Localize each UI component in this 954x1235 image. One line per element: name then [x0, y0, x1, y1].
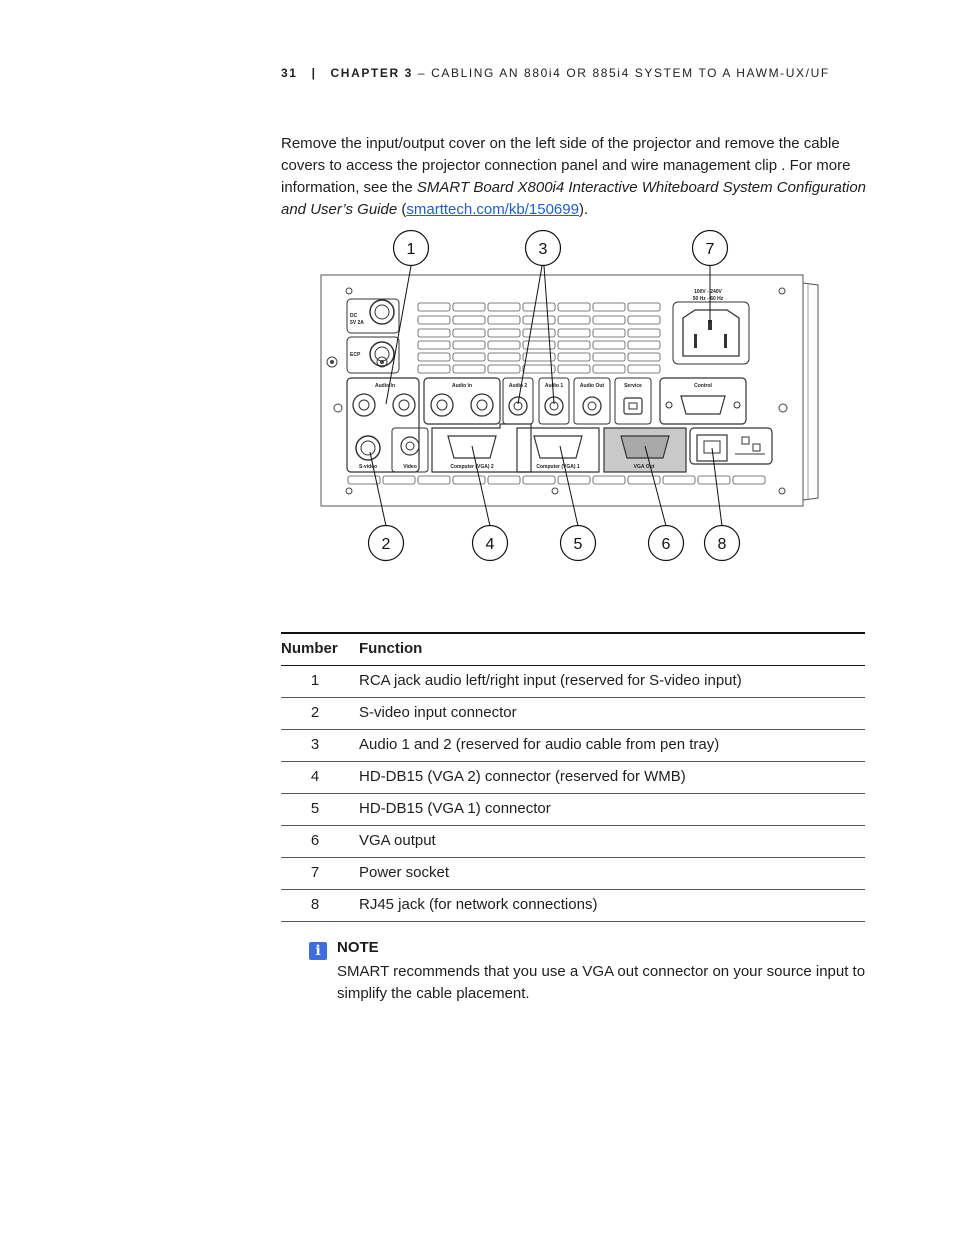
- ecp-label: ECP: [350, 352, 361, 358]
- row-function: VGA output: [359, 826, 865, 858]
- callout-2-number: 2: [381, 536, 391, 553]
- row-function: HD-DB15 (VGA 2) connector (reserved for WMB): [359, 762, 865, 794]
- control-label: Control: [694, 383, 712, 389]
- dc-label: DC: [350, 313, 358, 319]
- row-number: 6: [281, 826, 359, 858]
- table-row: [281, 762, 865, 794]
- page-number: 31: [281, 66, 298, 80]
- callout-8: [705, 526, 740, 561]
- callout-3: [526, 231, 561, 266]
- callout-8-number: 8: [717, 536, 727, 553]
- note-title: NOTE: [337, 939, 379, 956]
- table-row: [281, 858, 865, 890]
- info-icon: i: [309, 942, 327, 960]
- audio-in-label-1: Audio In: [375, 383, 395, 389]
- audio-1-label: Audio 1: [544, 383, 564, 389]
- row-function: RCA jack audio left/right input (reserved for S-video input): [359, 666, 865, 698]
- row-function: RJ45 jack (for network connections): [359, 890, 865, 922]
- callout-6: [649, 526, 684, 561]
- vga-out-label: VGA Out: [633, 464, 655, 470]
- note-body: SMART recommends that you use a VGA out connector on your source input to simplify the cable placement.: [337, 963, 866, 1002]
- callout-2: [369, 526, 404, 561]
- table-row: [281, 730, 865, 762]
- audio-2-label: Audio 2: [508, 383, 528, 389]
- table-row: [281, 698, 865, 730]
- paren-close: ).: [578, 201, 589, 218]
- callout-5: [561, 526, 596, 561]
- function-table: [281, 632, 865, 922]
- audio-out-label: Audio Out: [579, 383, 605, 389]
- row-function: S-video input connector: [359, 698, 865, 730]
- service-label: Service: [624, 383, 642, 389]
- callout-4-number: 4: [485, 536, 495, 553]
- video-label: Video: [403, 464, 417, 470]
- audio-in-label-2: Audio In: [452, 383, 472, 389]
- row-function: Power socket: [359, 858, 865, 890]
- row-function: HD-DB15 (VGA 1) connector: [359, 794, 865, 826]
- guide-title: SMART Board X800i4 Interactive Whiteboard System Configuration and User’s Guide: [281, 179, 867, 218]
- row-number: 8: [281, 890, 359, 922]
- intro-paragraph: [281, 133, 871, 221]
- callout-5-number: 5: [573, 536, 583, 553]
- callout-7-number: 7: [705, 241, 715, 258]
- chapter-label: CHAPTER 3: [330, 66, 413, 80]
- row-number: 3: [281, 730, 359, 762]
- power-rating-label-1: 100V - 240V: [694, 289, 722, 295]
- callout-4: [473, 526, 508, 561]
- column-header-number: Number: [281, 633, 359, 666]
- projector-panel-figure: [316, 228, 826, 568]
- table-header-row: [281, 633, 865, 666]
- callout-6-number: 6: [661, 536, 671, 553]
- column-header-function: Function: [359, 633, 865, 666]
- callout-1-number: 1: [406, 241, 416, 258]
- row-number: 7: [281, 858, 359, 890]
- row-number: 5: [281, 794, 359, 826]
- computer-vga-1-label: Computer (VGA) 1: [536, 464, 580, 470]
- callout-7: [693, 231, 728, 266]
- paren-open: (: [397, 201, 407, 218]
- vga-out-connector: [604, 428, 686, 472]
- intro-text: Remove the input/output cover on the left side of the projector and remove the cable covers to access the projector connection panel and wire management clip . For more information, see the: [281, 135, 851, 196]
- callout-1: [394, 231, 429, 266]
- chapter-title: – CABLING AN 880i4 OR 885i4 SYSTEM TO A HAWM-UX/UF: [417, 66, 830, 80]
- callout-3-number: 3: [538, 241, 548, 258]
- row-number: 1: [281, 666, 359, 698]
- table-row: [281, 890, 865, 922]
- row-number: 4: [281, 762, 359, 794]
- s-video-label: S-video: [358, 464, 378, 470]
- dc-rating-label: 5V 2A: [350, 320, 364, 326]
- power-rating-label-2: 50 Hz - 60 Hz: [692, 296, 724, 302]
- header-separator: |: [311, 66, 317, 80]
- kb-link[interactable]: smarttech.com/kb/150699: [406, 201, 579, 218]
- table-row: [281, 794, 865, 826]
- table-row: [281, 826, 865, 858]
- row-number: 2: [281, 698, 359, 730]
- running-header: [281, 66, 830, 80]
- row-function: Audio 1 and 2 (reserved for audio cable from pen tray): [359, 730, 865, 762]
- table-row: [281, 666, 865, 698]
- computer-vga-2-label: Computer (VGA) 2: [450, 464, 494, 470]
